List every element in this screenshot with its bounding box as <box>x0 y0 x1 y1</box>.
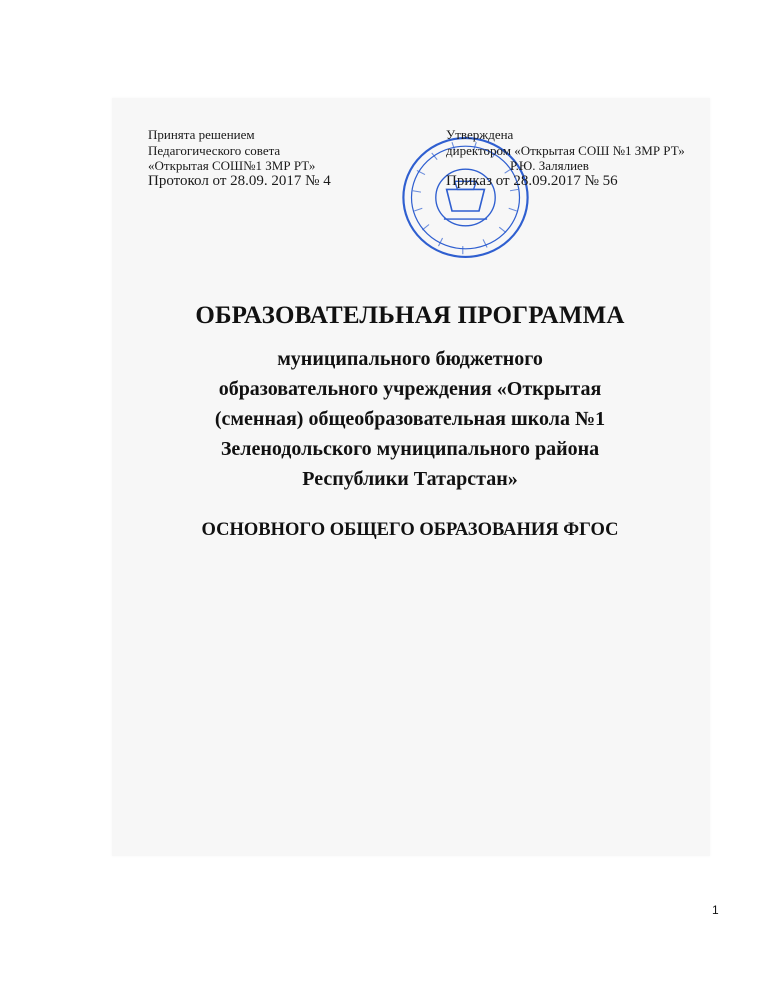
protocol-line: Протокол от 28.09. 2017 № 4 <box>148 172 331 189</box>
approval-block <box>446 127 685 189</box>
institution-line: образовательного учреждения «Открытая <box>218 378 602 400</box>
institution-line: Зеленодольского муниципального района <box>220 438 600 460</box>
adoption-block <box>148 127 331 189</box>
institution-line: (сменная) общеобразовательная школа №1 <box>214 408 606 430</box>
page-number: 1 <box>712 903 719 917</box>
approval-line: директором «Открытая СОШ №1 ЗМР РТ» <box>446 142 685 158</box>
approval-line: Утверждена <box>446 127 514 142</box>
institution-line: Республики Татарстан» <box>302 468 518 490</box>
document-title: ОБРАЗОВАТЕЛЬНАЯ ПРОГРАММА <box>195 302 625 329</box>
adoption-line: Принята решением <box>148 127 255 142</box>
approval-line: Р.Ю. Залялиев <box>510 158 589 173</box>
institution-line: муниципального бюджетного <box>277 348 543 370</box>
education-level: ОСНОВНОГО ОБЩЕГО ОБРАЗОВАНИЯ ФГОС <box>201 520 619 540</box>
order-line: Приказ от 28.09.2017 № 56 <box>446 172 618 189</box>
institution-name <box>110 344 710 494</box>
adoption-line: «Открытая СОШ№1 ЗМР РТ» <box>148 158 316 173</box>
adoption-line: Педагогического совета <box>148 142 281 158</box>
